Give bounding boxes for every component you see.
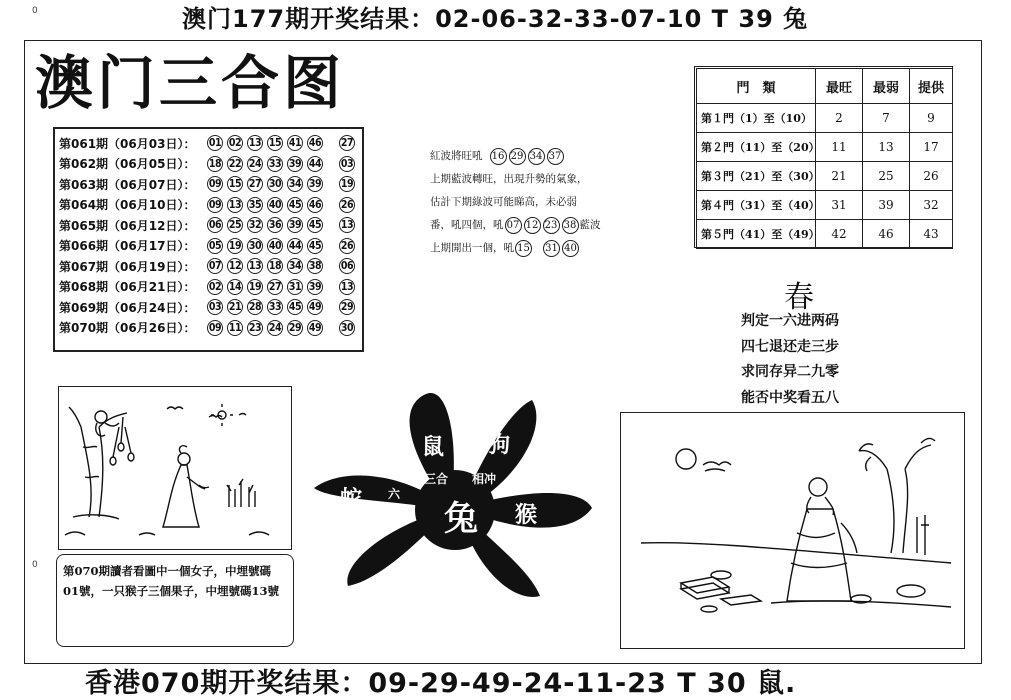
wave-line-1-numbers	[489, 145, 565, 168]
doors-header-row	[697, 69, 953, 104]
special-number-ball: 27	[340, 137, 354, 150]
wave-line-4-post: 藍波	[579, 219, 601, 231]
number-ball: 02	[208, 280, 222, 293]
special-number-ball: 13	[340, 219, 354, 232]
number-ball: 21	[228, 301, 242, 314]
number-ball: 01	[208, 137, 222, 150]
doors-cell-label: 第２門（11）至（20）	[697, 133, 816, 162]
number-ball: 33	[268, 301, 282, 314]
zodiac-dog: 狗	[488, 433, 511, 458]
zodiac-rabbit: 兔	[444, 499, 478, 539]
special-number-ball: 19	[340, 178, 354, 191]
wave-number-ball: 31	[543, 240, 560, 257]
number-ball: 18	[208, 157, 222, 170]
wave-line-3: 估計下期綠波可能睇高，未必弱	[430, 196, 577, 208]
history-numbers	[207, 299, 359, 315]
wave-number-ball: 23	[543, 217, 560, 234]
doors-row	[697, 133, 953, 162]
history-period-label: 第061期（06月03日）：	[59, 136, 196, 151]
number-ball: 30	[268, 178, 282, 191]
number-ball: 35	[248, 198, 262, 211]
doors-cell-offer: 9	[910, 104, 953, 133]
macau-result-header: 澳门177期开奖结果：02-06-32-33-07-10 T 39 兔	[182, 5, 809, 33]
number-ball: 31	[288, 280, 302, 293]
number-ball: 27	[268, 280, 282, 293]
number-ball: 15	[228, 178, 242, 191]
zodiac-snake: 蛇	[340, 487, 363, 512]
wave-line-1-text: 紅波將旺吼	[430, 150, 483, 162]
doors-table	[696, 68, 953, 249]
wave-number-ball: 15	[515, 240, 532, 257]
wave-line-4	[430, 214, 670, 237]
special-number-ball: 26	[340, 239, 354, 252]
number-ball: 40	[268, 198, 282, 211]
poem-line: 能否中奖看五八	[741, 390, 839, 406]
wave-analysis	[430, 145, 670, 260]
poem-title: 春	[784, 280, 814, 315]
wave-line-4-numbers	[504, 214, 580, 237]
special-number-ball: 06	[340, 260, 354, 273]
number-ball: 39	[308, 178, 322, 191]
doors-cell-max: 2	[816, 104, 863, 133]
history-row	[59, 318, 362, 339]
wave-line-5-pre: 上期開出一個，吼	[430, 242, 514, 254]
number-ball: 39	[288, 157, 302, 170]
special-number-ball: 03	[340, 157, 354, 170]
number-ball: 13	[248, 260, 262, 273]
number-ball: 24	[248, 157, 262, 170]
number-ball: 39	[288, 219, 302, 232]
number-ball: 09	[208, 198, 222, 211]
special-number-ball: 30	[340, 321, 354, 334]
wave-number-ball: 07	[505, 217, 522, 234]
number-ball: 05	[208, 239, 222, 252]
number-ball: 46	[308, 198, 322, 211]
doors-row	[697, 104, 953, 133]
history-period-label: 第066期（06月17日）：	[59, 239, 196, 254]
doors-cell-max: 42	[816, 220, 863, 249]
number-ball: 13	[248, 137, 262, 150]
number-ball: 45	[288, 198, 302, 211]
doors-cell-label: 第４門（31）至（40）	[697, 191, 816, 220]
history-numbers	[207, 135, 359, 151]
history-row	[59, 215, 362, 236]
history-numbers	[207, 279, 359, 295]
corner-mark-left: 0	[32, 560, 38, 570]
history-numbers	[207, 156, 359, 172]
number-ball: 02	[228, 137, 242, 150]
wave-number-ball: 29	[509, 148, 526, 165]
number-ball: 12	[228, 260, 242, 273]
doors-cell-min: 13	[863, 133, 910, 162]
history-row	[59, 236, 362, 257]
number-ball: 38	[308, 260, 322, 273]
number-ball: 06	[208, 219, 222, 232]
wave-line-5	[430, 237, 670, 260]
history-row	[59, 154, 362, 175]
number-ball: 32	[248, 219, 262, 232]
number-ball: 49	[308, 321, 322, 334]
doors-row	[697, 220, 953, 249]
doors-header-min: 最弱	[863, 69, 910, 104]
number-ball: 34	[288, 260, 302, 273]
doors-header-category: 門 類	[697, 69, 816, 104]
label-liuhe-1: 六	[388, 487, 401, 501]
number-ball: 45	[288, 301, 302, 314]
number-ball: 44	[308, 157, 322, 170]
number-ball: 44	[288, 239, 302, 252]
doors-header-offer: 提供	[910, 69, 953, 104]
history-numbers	[207, 320, 359, 336]
number-ball: 18	[268, 260, 282, 273]
doors-cell-min: 7	[863, 104, 910, 133]
number-ball: 15	[268, 137, 282, 150]
wave-number-ball: 40	[562, 240, 579, 257]
number-ball: 25	[228, 219, 242, 232]
number-ball: 41	[288, 137, 302, 150]
history-numbers	[207, 238, 359, 254]
wave-line-4-pre: 番，吼四個，吼	[430, 219, 504, 231]
number-ball: 46	[308, 137, 322, 150]
riddle-picture-right	[620, 412, 965, 649]
number-ball: 14	[228, 280, 242, 293]
number-ball: 34	[288, 178, 302, 191]
number-ball: 09	[208, 178, 222, 191]
zodiac-flower	[310, 390, 596, 605]
doors-cell-offer: 26	[910, 162, 953, 191]
history-period-label: 第070期（06月26日）：	[59, 321, 196, 336]
wave-line-1	[430, 145, 670, 168]
doors-cell-max: 11	[816, 133, 863, 162]
number-ball: 19	[228, 239, 242, 252]
number-ball: 22	[228, 157, 242, 170]
number-ball: 09	[208, 321, 222, 334]
riddle-caption-line-1: 第070期讀者看圖中一個女子，中埋號碼	[63, 564, 272, 578]
number-ball: 23	[248, 321, 262, 334]
history-numbers	[207, 258, 359, 274]
zodiac-monkey: 猴	[515, 503, 538, 528]
history-numbers	[207, 197, 359, 213]
number-ball: 07	[208, 260, 222, 273]
doors-cell-offer: 17	[910, 133, 953, 162]
history-row	[59, 195, 362, 216]
doors-cell-min: 46	[863, 220, 910, 249]
label-sanhe: 三合	[424, 472, 449, 486]
number-ball: 11	[228, 321, 242, 334]
number-ball: 19	[248, 280, 262, 293]
doors-row	[697, 162, 953, 191]
history-period-label: 第062期（06月05日）：	[59, 157, 196, 172]
special-number-ball: 26	[340, 198, 354, 211]
doors-header-max: 最旺	[816, 69, 863, 104]
poem-line: 判定一六进两码	[741, 313, 839, 329]
number-ball: 33	[268, 157, 282, 170]
special-number-ball: 29	[340, 301, 354, 314]
riddle-caption	[56, 554, 294, 647]
doors-cell-label: 第５門（41）至（49）	[697, 220, 816, 249]
wave-number-ball: 37	[547, 148, 564, 165]
wave-line-2: 上期藍波轉旺，出現升勢的氣象，	[430, 173, 588, 185]
doors-row	[697, 191, 953, 220]
number-ball: 30	[248, 239, 262, 252]
number-ball: 39	[308, 280, 322, 293]
history-period-label: 第069期（06月24日）：	[59, 300, 196, 315]
riddle-caption-line-2: 01號，一只猴子三個果子，中埋號碼13號	[63, 584, 280, 598]
wave-number-ball: 12	[524, 217, 541, 234]
number-ball: 45	[308, 219, 322, 232]
history-row	[59, 277, 362, 298]
history-period-label: 第068期（06月21日）：	[59, 280, 196, 295]
label-xiangchong: 相冲	[472, 472, 497, 486]
doors-cell-offer: 43	[910, 220, 953, 249]
number-ball: 36	[268, 219, 282, 232]
history-period-label: 第064期（06月10日）：	[59, 198, 196, 213]
number-ball: 24	[268, 321, 282, 334]
wave-line-5-numbers	[514, 237, 580, 260]
history-period-label: 第065期（06月12日）：	[59, 218, 196, 233]
history-row	[59, 174, 362, 195]
doors-cell-max: 21	[816, 162, 863, 191]
poem-line: 四七退还走三步	[741, 339, 839, 355]
number-ball: 45	[308, 239, 322, 252]
history-period-label: 第063期（06月07日）：	[59, 177, 196, 192]
poem-line: 求同存异二九零	[741, 364, 839, 380]
wave-number-ball: 38	[562, 217, 579, 234]
page-title: 澳门三合图	[35, 49, 346, 117]
doors-cell-offer: 32	[910, 191, 953, 220]
number-ball: 40	[268, 239, 282, 252]
corner-mark-top: 0	[32, 6, 38, 16]
special-number-ball: 13	[340, 280, 354, 293]
hongkong-result-header: 香港070期开奖结果：09-29-49-24-11-23 T 30 鼠.	[85, 668, 797, 699]
number-ball: 27	[248, 178, 262, 191]
history-row	[59, 256, 362, 277]
label-liuhe-2: 合	[388, 503, 401, 517]
doors-cell-min: 39	[863, 191, 910, 220]
history-period-label: 第067期（06月19日）：	[59, 259, 196, 274]
doors-cell-max: 31	[816, 191, 863, 220]
history-row	[59, 297, 362, 318]
doors-cell-label: 第１門（1）至（10）	[697, 104, 816, 133]
history-table	[53, 127, 364, 352]
number-ball: 13	[228, 198, 242, 211]
number-ball: 49	[308, 301, 322, 314]
wave-number-ball: 34	[528, 148, 545, 165]
doors-cell-min: 25	[863, 162, 910, 191]
zodiac-rat: 鼠	[422, 435, 445, 460]
history-numbers	[207, 217, 359, 233]
wave-number-ball: 16	[490, 148, 507, 165]
riddle-picture-left	[58, 386, 292, 550]
number-ball: 28	[248, 301, 262, 314]
history-row	[59, 133, 362, 154]
number-ball: 29	[288, 321, 302, 334]
doors-cell-label: 第３門（21）至（30）	[697, 162, 816, 191]
history-numbers	[207, 176, 359, 192]
number-ball: 03	[208, 301, 222, 314]
